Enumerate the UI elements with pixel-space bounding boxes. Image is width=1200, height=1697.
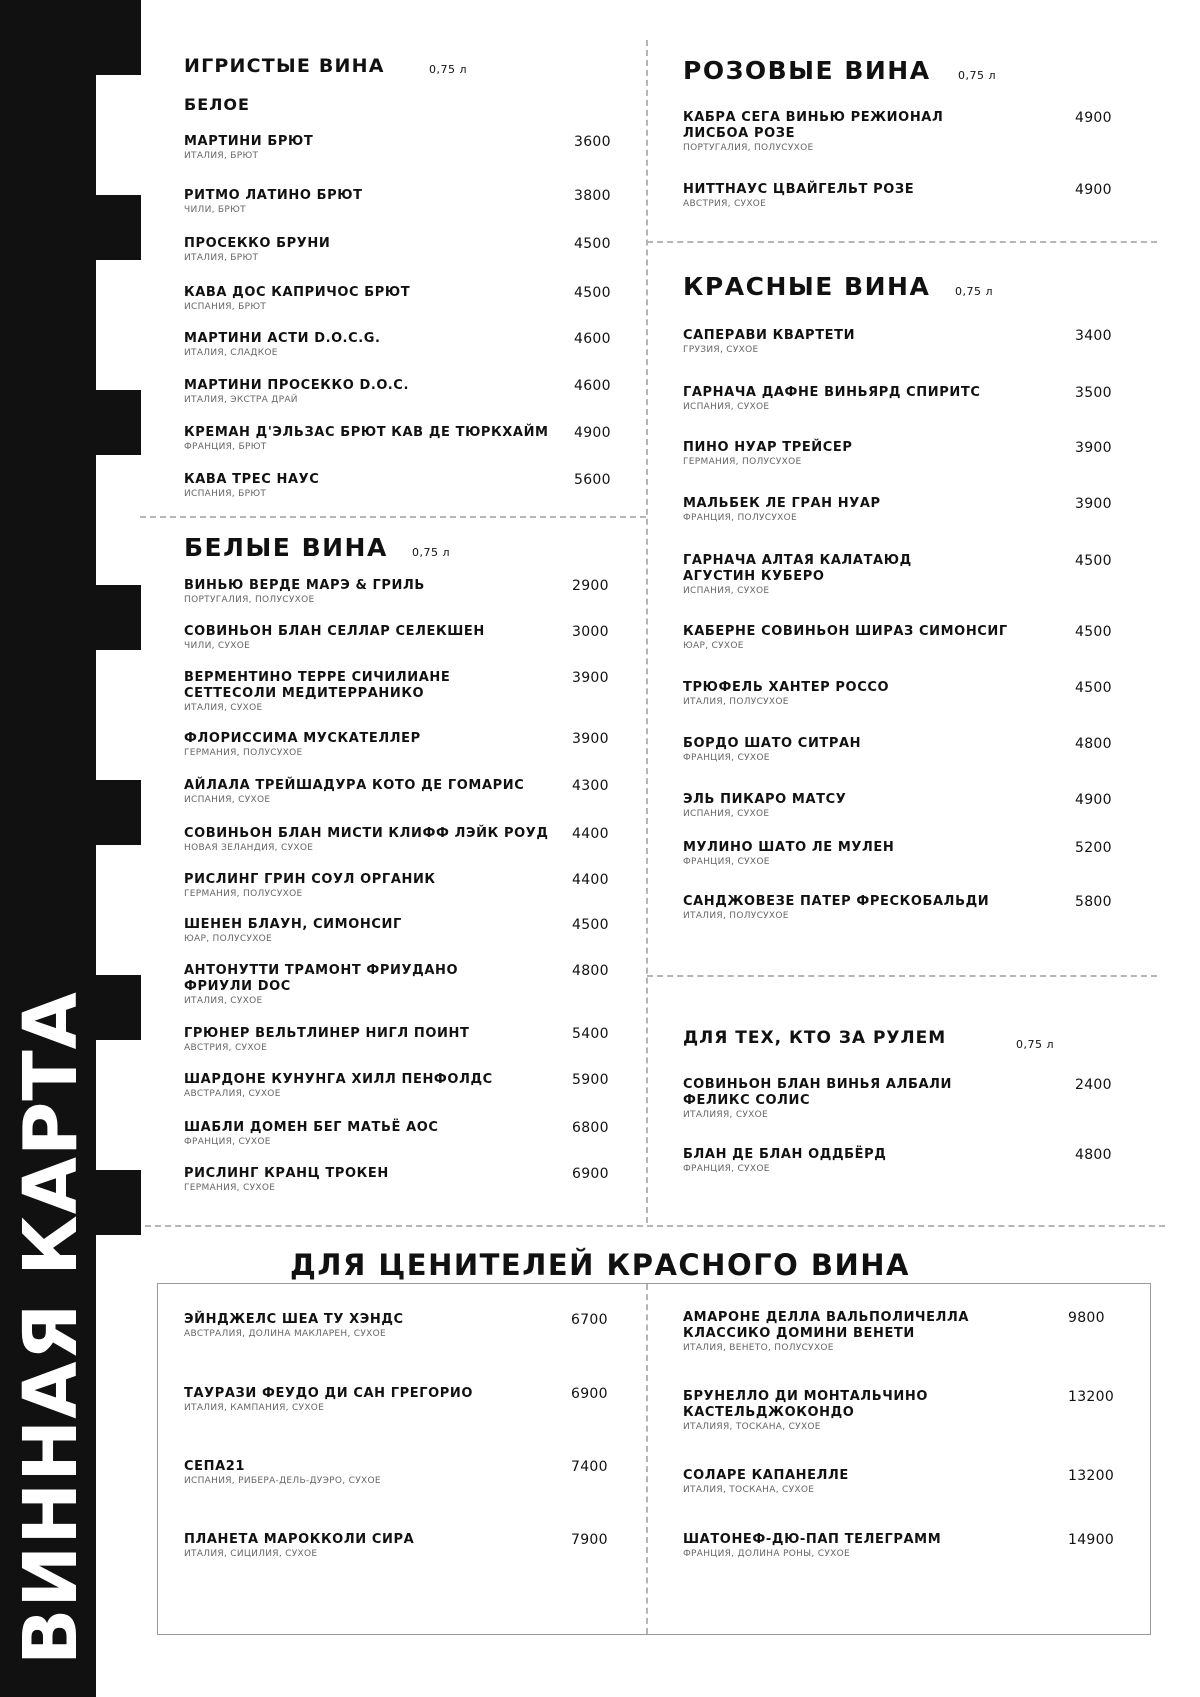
wine-price: 4800 (572, 963, 609, 979)
wine-description: ЧИЛИ, СУХОЕ (184, 641, 251, 651)
wine-item (683, 1468, 1128, 1496)
wine-price: 14900 (1068, 1532, 1115, 1548)
red-title: КРАСНЫЕ ВИНА (683, 272, 931, 301)
wine-name: АНТОНУТТИ ТРАМОНТ ФРИУДАНО ФРИУЛИ DOC (184, 963, 459, 994)
wine-description: НОВАЯ ЗЕЛАНДИЯ, СУХОЕ (184, 843, 314, 853)
wine-description: ИТАЛИЯ, КАМПАНИЯ, СУХОЕ (184, 1403, 325, 1413)
wine-item (184, 624, 632, 652)
wine-price: 4500 (1075, 624, 1112, 640)
wine-description: ИТАЛИЯ, СУХОЕ (184, 703, 263, 713)
wine-name: БЛАН ДЕ БЛАН ОДДБЁРД (683, 1147, 887, 1162)
wine-description: ФРАНЦИЯ, СУХОЕ (184, 1137, 271, 1147)
wine-item (184, 472, 634, 500)
drivers-volume: 0,75 л (1016, 1038, 1055, 1051)
wine-price: 3500 (1075, 385, 1112, 401)
wine-item (683, 1389, 1128, 1433)
wine-item (184, 778, 632, 806)
wine-price: 6800 (572, 1120, 609, 1136)
wine-description: ФРАНЦИЯ, СУХОЕ (683, 857, 770, 867)
wine-name: ТАУРАЗИ ФЕУДО ДИ САН ГРЕГОРИО (184, 1386, 474, 1401)
wine-description: ИСПАНИЯ, БРЮТ (184, 489, 267, 499)
wine-name: РИСЛИНГ ГРИН СОУЛ ОРГАНИК (184, 872, 436, 887)
wine-description: ГРУЗИЯ, СУХОЕ (683, 345, 759, 355)
wine-item (184, 578, 632, 606)
wine-description: ГЕРМАНИЯ, ПОЛУСУХОЕ (184, 748, 303, 758)
wine-name: ФЛОРИССИМА МУСКАТЕЛЛЕР (184, 731, 421, 746)
wine-item (683, 1310, 1128, 1354)
wine-description: ЧИЛИ, БРЮТ (184, 205, 246, 215)
wine-description: ИТАЛИЯЯ, ТОСКАНА, СУХОЕ (683, 1422, 821, 1432)
wine-description: ИСПАНИЯ, РИБЕРА-ДЕЛЬ-ДУЭРО, СУХОЕ (184, 1476, 381, 1486)
side-bar-notch (96, 1170, 141, 1235)
wine-name: ЭЛЬ ПИКАРО МАТСУ (683, 792, 847, 807)
wine-price: 6900 (571, 1386, 608, 1402)
wine-item (683, 1077, 1135, 1121)
wine-description: ИСПАНИЯ, СУХОЕ (683, 402, 770, 412)
wine-description: АВСТРАЛИЯ, СУХОЕ (184, 1089, 281, 1099)
wine-item (683, 328, 1135, 356)
wine-price: 2400 (1075, 1077, 1112, 1093)
wine-item (683, 680, 1135, 708)
wine-item (184, 1532, 631, 1560)
wine-price: 7400 (571, 1459, 608, 1475)
section-divider (145, 1225, 1165, 1227)
sparkling-volume: 0,75 л (429, 63, 468, 76)
wine-price: 4900 (1075, 792, 1112, 808)
wine-price: 4300 (572, 778, 609, 794)
section-divider (140, 516, 646, 518)
wine-item (683, 792, 1135, 820)
wine-price: 6700 (571, 1312, 608, 1328)
wine-name: МАРТИНИ БРЮТ (184, 134, 314, 149)
wine-item (184, 236, 634, 264)
wine-name: АЙЛАЛА ТРЕЙШАДУРА КОТО ДЕ ГОМАРИС (184, 778, 525, 793)
wine-item (683, 736, 1135, 764)
wine-description: ЮАР, ПОЛУСУХОЕ (184, 934, 273, 944)
rose-volume: 0,75 л (958, 69, 997, 82)
wine-name: ШАРДОНЕ КУНУНГА ХИЛЛ ПЕНФОЛДС (184, 1072, 493, 1087)
side-bar-notch (96, 390, 141, 455)
wine-item (683, 553, 1135, 597)
column-divider (646, 40, 648, 1223)
wine-price: 3900 (572, 670, 609, 686)
wine-name: КАБЕРНЕ СОВИНЬОН ШИРАЗ СИМОНСИГ (683, 624, 1008, 639)
wine-name: ШАТОНЕФ-ДЮ-ПАП ТЕЛЕГРАММ (683, 1532, 942, 1547)
wine-price: 4900 (1075, 182, 1112, 198)
wine-name: САНДЖОВЕЗЕ ПАТЕР ФРЕСКОБАЛЬДИ (683, 894, 990, 909)
wine-price: 4500 (574, 236, 611, 252)
wine-item (184, 670, 632, 714)
wine-description: ИТАЛИЯ, СУХОЕ (184, 996, 263, 1006)
wine-price: 4400 (572, 872, 609, 888)
wine-price: 5400 (572, 1026, 609, 1042)
wine-price: 3800 (574, 188, 611, 204)
wine-description: ФРАНЦИЯ, СУХОЕ (683, 1164, 770, 1174)
wine-price: 6900 (572, 1166, 609, 1182)
wine-name: БРУНЕЛЛО ДИ МОНТАЛЬЧИНО КАСТЕЛЬДЖОКОНДО (683, 1389, 928, 1420)
wine-item (184, 378, 634, 406)
wine-price: 5200 (1075, 840, 1112, 856)
wine-description: ИТАЛИЯ, СИЦИЛИЯ, СУХОЕ (184, 1549, 318, 1559)
wine-name: МУЛИНО ШАТО ЛЕ МУЛЕН (683, 840, 895, 855)
wine-name: РИСЛИНГ КРАНЦ ТРОКЕН (184, 1166, 389, 1181)
wine-name: ПРОСЕККО БРУНИ (184, 236, 331, 251)
rose-title: РОЗОВЫЕ ВИНА (683, 56, 931, 85)
wine-item (184, 1312, 631, 1340)
wine-name: СЕПА21 (184, 1459, 246, 1474)
connoisseurs-title: ДЛЯ ЦЕНИТЕЛЕЙ КРАСНОГО ВИНА (290, 1248, 910, 1282)
drivers-title: ДЛЯ ТЕХ, КТО ЗА РУЛЕМ (683, 1028, 947, 1048)
wine-item (683, 182, 1135, 210)
wine-price: 3000 (572, 624, 609, 640)
wine-description: ИТАЛИЯ, БРЮТ (184, 253, 259, 263)
wine-description: ГЕРМАНИЯ, ПОЛУСУХОЕ (184, 889, 303, 899)
wine-name: МАРТИНИ АСТИ D.O.C.G. (184, 331, 381, 346)
wine-item (184, 188, 634, 216)
wine-description: АВСТРИЯ, СУХОЕ (184, 1043, 268, 1053)
wine-item (683, 496, 1135, 524)
wine-price: 5600 (574, 472, 611, 488)
wine-price: 13200 (1068, 1389, 1115, 1405)
wine-description: ИТАЛИЯ, БРЮТ (184, 151, 259, 161)
wine-name: ТРЮФЕЛЬ ХАНТЕР РОССО (683, 680, 890, 695)
wine-price: 3400 (1075, 328, 1112, 344)
wine-item (683, 1147, 1135, 1175)
wine-name: СОВИНЬОН БЛАН СЕЛЛАР СЕЛЕКШЕН (184, 624, 485, 639)
wine-item (184, 731, 632, 759)
wine-item (184, 425, 634, 453)
wine-price: 3900 (572, 731, 609, 747)
wine-item (184, 1120, 632, 1148)
wine-name: ШАБЛИ ДОМЕН БЕГ МАТЬЁ АОС (184, 1120, 439, 1135)
wine-name: ПЛАНЕТА МАРОККОЛИ СИРА (184, 1532, 415, 1547)
wine-price: 4500 (1075, 553, 1112, 569)
white-title: БЕЛЫЕ ВИНА (184, 533, 388, 562)
wine-item (184, 1026, 632, 1054)
wine-price: 4800 (1075, 1147, 1112, 1163)
wine-name: РИТМО ЛАТИНО БРЮТ (184, 188, 363, 203)
wine-price: 3900 (1075, 496, 1112, 512)
wine-description: ИСПАНИЯ, СУХОЕ (184, 795, 271, 805)
wine-description: ИТАЛИЯ, ПОЛУСУХОЕ (683, 911, 789, 921)
wine-price: 4600 (574, 378, 611, 394)
sparkling-title: ИГРИСТЫЕ ВИНА (184, 55, 385, 77)
wine-description: ИСПАНИЯ, БРЮТ (184, 302, 267, 312)
wine-name: ГАРНАЧА АЛТАЯ КАЛАТАЮД АГУСТИН КУБЕРО (683, 553, 912, 584)
wine-item (184, 872, 632, 900)
wine-name: ЭЙНДЖЕЛС ШЕА ТУ ХЭНДС (184, 1312, 404, 1327)
wine-description: ИТАЛИЯЯ, СУХОЕ (683, 1110, 769, 1120)
section-divider (647, 975, 1157, 977)
page-title: ВИННАЯ КАРТА (8, 991, 94, 1665)
wine-item (184, 331, 634, 359)
wine-price: 4900 (574, 425, 611, 441)
wine-item (184, 826, 632, 854)
wine-item (184, 1386, 631, 1414)
wine-name: ПИНО НУАР ТРЕЙСЕР (683, 440, 853, 455)
side-bar-notch (96, 585, 141, 650)
wine-price: 4900 (1075, 110, 1112, 126)
white-volume: 0,75 л (412, 546, 451, 559)
wine-price: 4800 (1075, 736, 1112, 752)
wine-price: 4500 (572, 917, 609, 933)
side-bar-notch (96, 780, 141, 845)
wine-price: 4400 (572, 826, 609, 842)
wine-name: СОЛАРЕ КАПАНЕЛЛЕ (683, 1468, 849, 1483)
wine-name: САПЕРАВИ КВАРТЕТИ (683, 328, 856, 343)
wine-price: 5800 (1075, 894, 1112, 910)
side-bar-notch (96, 975, 141, 1040)
box-divider (646, 1284, 648, 1634)
wine-item (683, 440, 1135, 468)
wine-price: 4600 (574, 331, 611, 347)
wine-name: КАВА ТРЕС НАУС (184, 472, 320, 487)
wine-name: МАЛЬБЕК ЛЕ ГРАН НУАР (683, 496, 881, 511)
wine-name: КАВА ДОС КАПРИЧОС БРЮТ (184, 285, 411, 300)
wine-item (184, 1072, 632, 1100)
wine-price: 3900 (1075, 440, 1112, 456)
wine-name: КРЕМАН Д'ЭЛЬЗАС БРЮТ КАВ ДЕ ТЮРКХАЙМ (184, 425, 549, 440)
wine-name: МАРТИНИ ПРОСЕККО D.O.C. (184, 378, 409, 393)
wine-description: ФРАНЦИЯ, СУХОЕ (683, 753, 770, 763)
side-bar-notch (96, 0, 141, 75)
wine-name: АМАРОНЕ ДЕЛЛА ВАЛЬПОЛИЧЕЛЛА КЛАССИКО ДОМИНИ ВЕНЕТИ (683, 1310, 970, 1341)
wine-item (184, 1166, 632, 1194)
side-bar-notch (96, 195, 141, 260)
wine-name: СОВИНЬОН БЛАН МИСТИ КЛИФФ ЛЭЙК РОУД (184, 826, 549, 841)
wine-price: 4500 (1075, 680, 1112, 696)
sparkling-subtitle: БЕЛОЕ (184, 95, 250, 114)
wine-item (683, 840, 1135, 868)
wine-name: БОРДО ШАТО СИТРАН (683, 736, 862, 751)
wine-item (683, 894, 1135, 922)
wine-description: ФРАНЦИЯ, ПОЛУСУХОЕ (683, 513, 798, 523)
wine-description: ИТАЛИЯ, СЛАДКОЕ (184, 348, 278, 358)
wine-description: ИСПАНИЯ, СУХОЕ (683, 809, 770, 819)
wine-item (184, 917, 632, 945)
wine-description: ИТАЛИЯ, ТОСКАНА, СУХОЕ (683, 1485, 815, 1495)
wine-name: СОВИНЬОН БЛАН ВИНЬЯ АЛБАЛИ ФЕЛИКС СОЛИС (683, 1077, 953, 1108)
red-volume: 0,75 л (955, 285, 994, 298)
wine-name: ШЕНЕН БЛАУН, СИМОНСИГ (184, 917, 402, 932)
wine-name: ВЕРМЕНТИНО ТЕРРЕ СИЧИЛИАНЕ СЕТТЕСОЛИ МЕДИТЕРРАНИКО (184, 670, 451, 701)
wine-price: 5900 (572, 1072, 609, 1088)
wine-item (184, 963, 632, 1007)
wine-name: НИТТНАУС ЦВАЙГЕЛЬТ РОЗЕ (683, 182, 915, 197)
wine-description: ИТАЛИЯ, ЭКСТРА ДРАЙ (184, 395, 298, 405)
wine-price: 13200 (1068, 1468, 1115, 1484)
wine-description: ИТАЛИЯ, ВЕНЕТО, ПОЛУСУХОЕ (683, 1343, 834, 1353)
wine-description: ПОРТУГАЛИЯ, ПОЛУСУХОЕ (184, 595, 315, 605)
wine-price: 3600 (574, 134, 611, 150)
wine-price: 7900 (571, 1532, 608, 1548)
wine-description: ИСПАНИЯ, СУХОЕ (683, 586, 770, 596)
wine-item (683, 385, 1135, 413)
wine-name: ГАРНАЧА ДАФНЕ ВИНЬЯРД СПИРИТС (683, 385, 981, 400)
wine-description: ФРАНЦИЯ, БРЮТ (184, 442, 267, 452)
wine-price: 4500 (574, 285, 611, 301)
wine-item (683, 1532, 1128, 1560)
wine-name: ВИНЬЮ ВЕРДЕ МАРЭ & ГРИЛЬ (184, 578, 425, 593)
wine-price: 2900 (572, 578, 609, 594)
wine-item (184, 1459, 631, 1487)
wine-description: ЮАР, СУХОЕ (683, 641, 744, 651)
wine-item (683, 110, 1135, 154)
wine-description: ПОРТУГАЛИЯ, ПОЛУСУХОЕ (683, 143, 814, 153)
wine-description: АВСТРАЛИЯ, ДОЛИНА МАКЛАРЕН, СУХОЕ (184, 1329, 387, 1339)
section-divider (647, 241, 1157, 243)
wine-item (184, 134, 634, 162)
wine-description: ИТАЛИЯ, ПОЛУСУХОЕ (683, 697, 789, 707)
wine-price: 9800 (1068, 1310, 1105, 1326)
wine-name: ГРЮНЕР ВЕЛЬТЛИНЕР НИГЛ ПОИНТ (184, 1026, 470, 1041)
wine-item (683, 624, 1135, 652)
wine-description: АВСТРИЯ, СУХОЕ (683, 199, 767, 209)
wine-description: ГЕРМАНИЯ, СУХОЕ (184, 1183, 276, 1193)
wine-item (184, 285, 634, 313)
wine-description: ГЕРМАНИЯ, ПОЛУСУХОЕ (683, 457, 802, 467)
wine-name: КАБРА СЕГА ВИНЬЮ РЕЖИОНАЛ ЛИСБОА РОЗЕ (683, 110, 944, 141)
wine-description: ФРАНЦИЯ, ДОЛИНА РОНЫ, СУХОЕ (683, 1549, 850, 1559)
